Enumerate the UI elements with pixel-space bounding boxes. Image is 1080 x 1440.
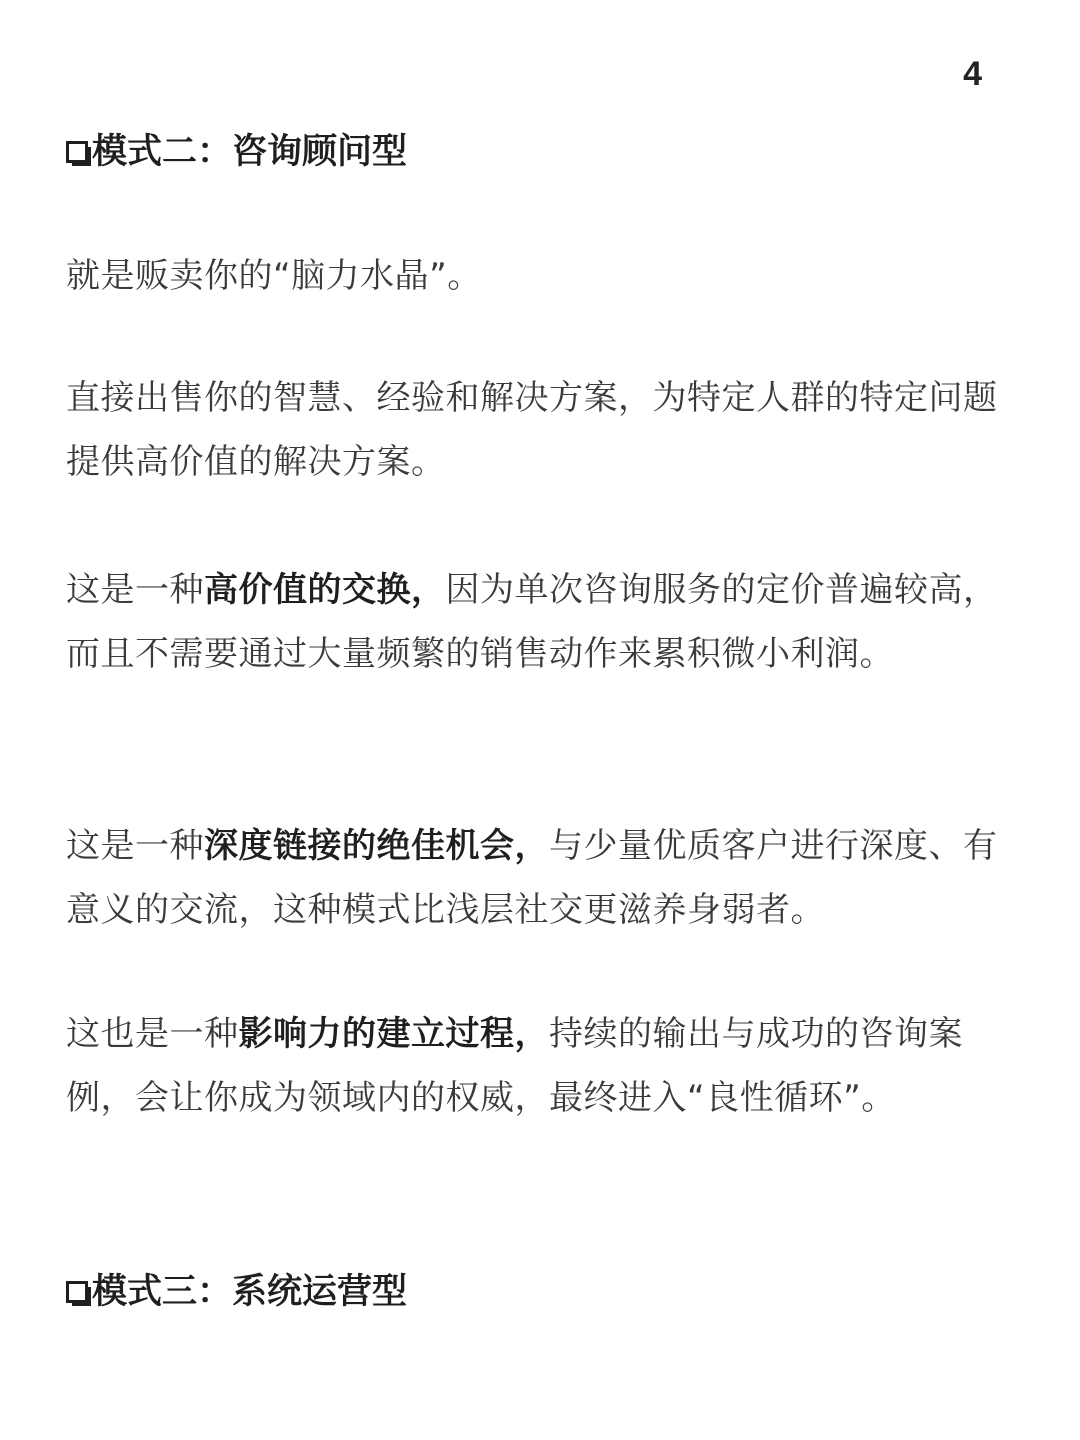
checkbox-icon [66,141,88,163]
paragraph-prefix: 这也是一种 [66,1014,239,1054]
paragraph-emphasis: 深度链接的绝佳机会， [204,826,549,866]
paragraph [66,814,1016,942]
paragraph: 直接出售你的智慧、经验和解决方案，为特定人群的特定问题提供高价值的解决方案。 [66,378,998,482]
section-heading-mode-2 [66,124,407,180]
paragraph-suffix: 持续的输出与成功的咨询案例，会让你成为领域内的权威，最终进入“良性循环”。 [66,1014,963,1118]
section-heading-mode-3 [66,1264,407,1320]
checkbox-icon [66,1281,88,1303]
paragraph-suffix: 与少量优质客户进行深度、有意义的交流，这种模式比浅层社交更滋养身弱者。 [66,826,998,930]
paragraph: 就是贩卖你的“脑力水晶”。 [66,256,482,296]
paragraph [66,1002,1016,1130]
paragraph-prefix: 这是一种 [66,570,204,610]
page-number: 4 [963,55,982,93]
paragraph-suffix: 因为单次咨询服务的定价普遍较高，而且不需要通过大量频繁的销售动作来累积微小利润。 [66,570,998,674]
section-heading-text: 模式三：系统运营型 [92,1272,408,1312]
paragraph-prefix: 这是一种 [66,826,204,866]
paragraph [66,558,1016,686]
paragraph-emphasis: 影响力的建立过程， [238,1014,549,1054]
section-heading-text: 模式二：咨询顾问型 [92,132,408,172]
paragraph-emphasis: 高价值的交换， [204,570,446,610]
